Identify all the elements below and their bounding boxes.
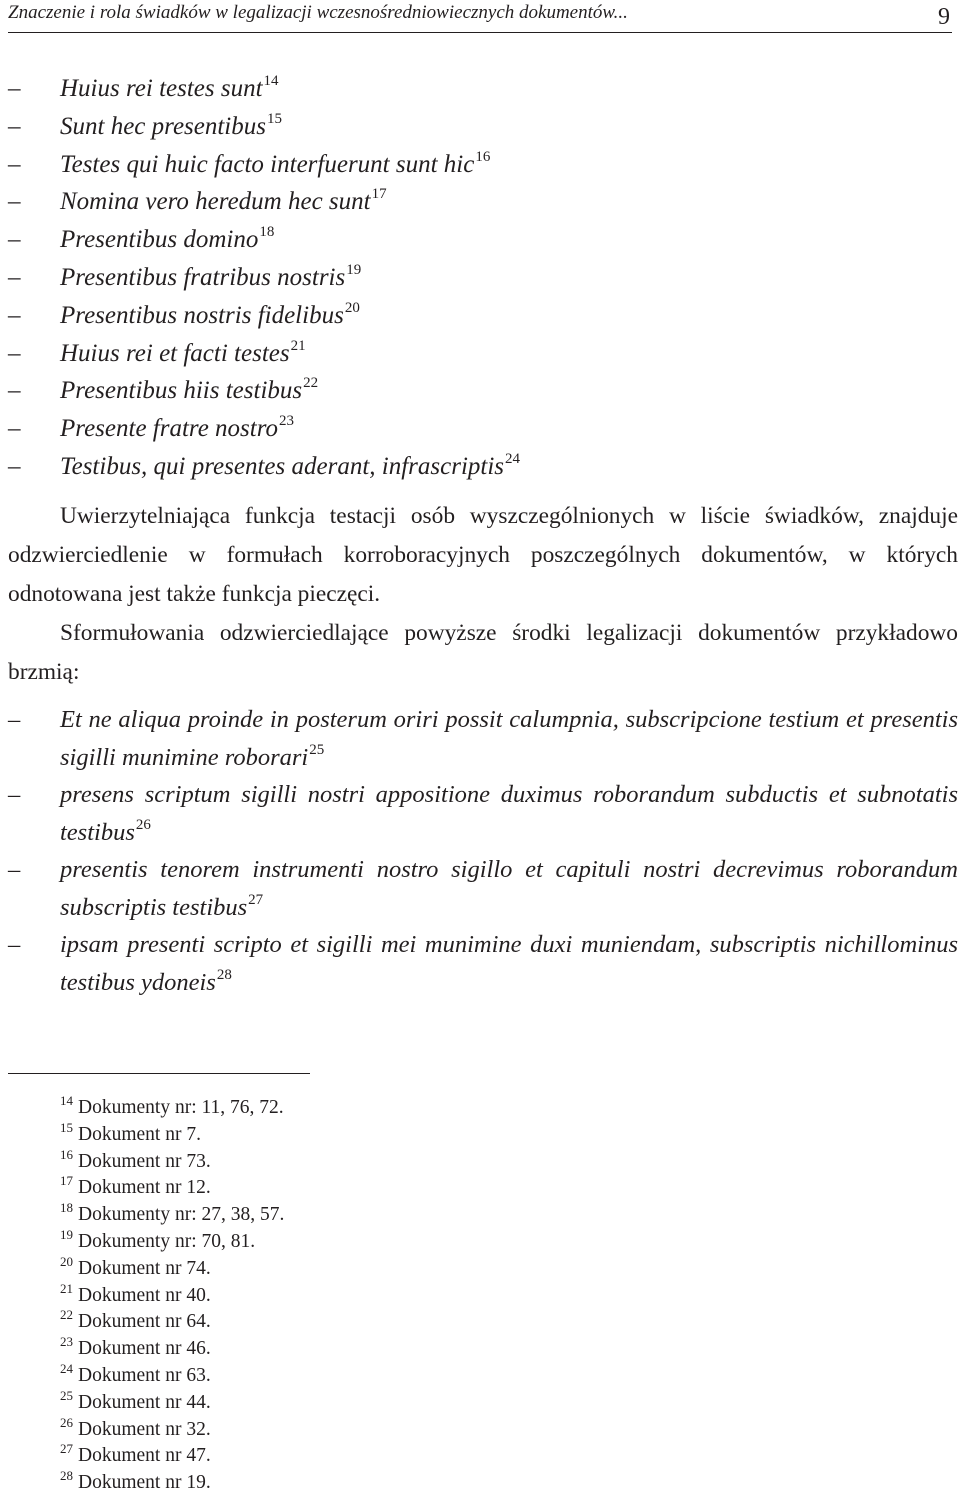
dash-marker: –	[8, 188, 21, 216]
footnote-ref[interactable]: 27	[248, 891, 264, 908]
footnote	[60, 1470, 284, 1497]
formula-text: Presente fratre nostro	[60, 415, 279, 443]
footnote-text: Dokumenty nr: 27, 38, 57.	[78, 1204, 285, 1226]
short-formula-list	[0, 70, 960, 486]
footnote-text: Dokument nr 73.	[78, 1150, 211, 1172]
footnote-text: Dokument nr 32.	[78, 1418, 211, 1440]
footnote-text: Dokument nr 19.	[78, 1472, 211, 1494]
dash-marker: –	[8, 150, 21, 178]
footnote	[60, 1175, 284, 1202]
footnote-number: 20	[60, 1253, 73, 1269]
footnote-ref[interactable]: 18	[259, 224, 275, 241]
footnote-ref[interactable]: 20	[344, 299, 360, 316]
footnote-number: 28	[60, 1468, 73, 1484]
dash-marker: –	[8, 415, 21, 443]
formula-text: Huius rei et facti testes	[60, 339, 290, 367]
footnote-text: Dokumenty nr: 70, 81.	[78, 1230, 256, 1252]
footnote-text: Dokumenty nr: 11, 76, 72.	[78, 1097, 284, 1118]
dash-marker: –	[8, 75, 21, 102]
dash-marker: –	[8, 452, 21, 480]
footnote	[60, 1414, 284, 1444]
footnote-text: Dokument nr 74.	[78, 1257, 211, 1279]
list-item	[0, 335, 960, 373]
footnotes-list	[60, 1095, 284, 1497]
footnote	[60, 1387, 284, 1417]
dash-marker: –	[8, 931, 21, 958]
formula-text: Huius rei testes sunt	[60, 75, 263, 102]
footnote	[60, 1226, 284, 1256]
list-item	[0, 183, 960, 221]
footnote	[60, 1280, 284, 1310]
body-paragraph-2: Sformułowania odzwierciedlające powyższe środki legalizacji dokumentów przykładowo brzmią:	[8, 620, 958, 685]
footnote-ref[interactable]: 21	[290, 337, 306, 354]
footnote-ref[interactable]: 15	[266, 110, 282, 127]
list-item	[0, 297, 960, 335]
footnote-number: 22	[60, 1307, 73, 1323]
formula-text: Testibus, qui presentes aderant, infrascriptis	[60, 452, 505, 480]
dash-marker: –	[8, 339, 21, 367]
list-item	[0, 851, 960, 926]
formula-text: Nomina vero heredum hec sunt	[60, 188, 371, 216]
footnote-ref[interactable]: 17	[371, 186, 387, 203]
footnote-ref[interactable]: 25	[309, 741, 325, 758]
formula-text: ipsam presenti scripto et sigilli mei munimine duxi muniendam, subscriptis nichillominus testibus ydoneis	[60, 931, 958, 996]
list-item	[0, 448, 960, 486]
corroboration-formula-list	[0, 701, 960, 1001]
formula-text: Et ne aliqua proinde in posterum oriri possit calumpnia, subscripcione testium et presentis sigilli munimine roborari	[60, 706, 958, 771]
dash-marker: –	[8, 781, 21, 808]
formula-text: Testes qui huic facto interfuerunt sunt hic	[60, 150, 475, 178]
footnote-text: Dokument nr 7.	[78, 1123, 201, 1145]
footnote-text: Dokument nr 64.	[78, 1311, 211, 1333]
dash-marker: –	[8, 112, 21, 140]
list-item	[0, 70, 960, 108]
dash-marker: –	[8, 706, 21, 733]
footnote-number: 14	[60, 1093, 73, 1108]
footnote-number: 16	[60, 1146, 73, 1162]
formula-text: Presentibus hiis testibus	[60, 377, 303, 405]
running-header-title: Znaczenie i rola świadków w legalizacji wczesnośredniowiecznych dokumentów...	[8, 2, 628, 23]
footnote-number: 17	[60, 1173, 73, 1189]
list-item	[0, 776, 960, 851]
dash-marker: –	[8, 226, 21, 254]
list-item	[0, 410, 960, 448]
footnote-number: 15	[60, 1119, 73, 1135]
footnote	[60, 1095, 284, 1122]
list-item	[0, 259, 960, 297]
footnote-ref[interactable]: 14	[263, 73, 279, 89]
list-item	[0, 372, 960, 410]
footnote-ref[interactable]: 23	[279, 413, 295, 430]
dash-marker: –	[8, 301, 21, 329]
footnote	[60, 1309, 284, 1336]
footnote-text: Dokument nr 12.	[78, 1177, 211, 1199]
footnote-ref[interactable]: 24	[505, 450, 521, 467]
footnote-text: Dokument nr 46.	[78, 1338, 211, 1360]
footnote-number: 19	[60, 1226, 73, 1242]
footnote-ref[interactable]: 26	[135, 816, 151, 833]
footnote-text: Dokument nr 44.	[78, 1391, 211, 1413]
footnote-number: 21	[60, 1280, 73, 1296]
footnote-number: 27	[60, 1441, 73, 1457]
list-item	[0, 108, 960, 146]
footnote-number: 24	[60, 1360, 73, 1376]
footnote-number: 23	[60, 1334, 73, 1350]
formula-text: Presentibus fratribus nostris	[60, 263, 346, 291]
footnote	[60, 1253, 284, 1283]
list-item	[0, 146, 960, 184]
body-paragraph-1: Uwierzytelniająca funkcja testacji osób wyszczególnionych w liście świadków, znajduje odzwierciedlenie w formułach korroboracyjnych poszczególnych dokumentów, w których odnotowana jest także funkcja pieczęci.	[8, 503, 958, 607]
running-header	[8, 0, 952, 33]
formula-text: Presentibus domino	[60, 226, 259, 254]
footnote	[60, 1119, 284, 1149]
footnote-text: Dokument nr 63.	[78, 1364, 211, 1386]
footnote	[60, 1336, 284, 1363]
footnote-number: 18	[60, 1200, 73, 1216]
footnote-separator	[8, 1073, 310, 1074]
formula-text: presentis tenorem instrumenti nostro sigillo et capituli nostri decrevimus roborandum subscriptis testibus	[60, 856, 958, 921]
footnote-ref[interactable]: 16	[475, 148, 491, 165]
dash-marker: –	[8, 856, 21, 883]
formula-text: Sunt hec presentibus	[60, 112, 266, 140]
footnote	[60, 1360, 284, 1390]
footnote	[60, 1443, 284, 1470]
footnote-number: 26	[60, 1414, 73, 1430]
dash-marker: –	[8, 263, 21, 291]
footnote	[60, 1202, 284, 1229]
page-number: 9	[938, 4, 950, 30]
footnote-ref[interactable]: 19	[346, 261, 362, 278]
formula-text: Presentibus nostris fidelibus	[60, 301, 344, 329]
list-item	[0, 926, 960, 1001]
list-item	[0, 701, 960, 776]
footnote-ref[interactable]: 28	[216, 966, 232, 983]
footnote-number: 25	[60, 1387, 73, 1403]
dash-marker: –	[8, 377, 21, 405]
footnote-text: Dokument nr 40.	[78, 1284, 211, 1306]
footnote-text: Dokument nr 47.	[78, 1445, 211, 1467]
formula-text: presens scriptum sigilli nostri appositione duximus roborandum subductis et subnotatis testibus	[60, 781, 958, 846]
list-item	[0, 221, 960, 259]
footnote-ref[interactable]: 22	[303, 375, 319, 392]
footnote	[60, 1146, 284, 1176]
